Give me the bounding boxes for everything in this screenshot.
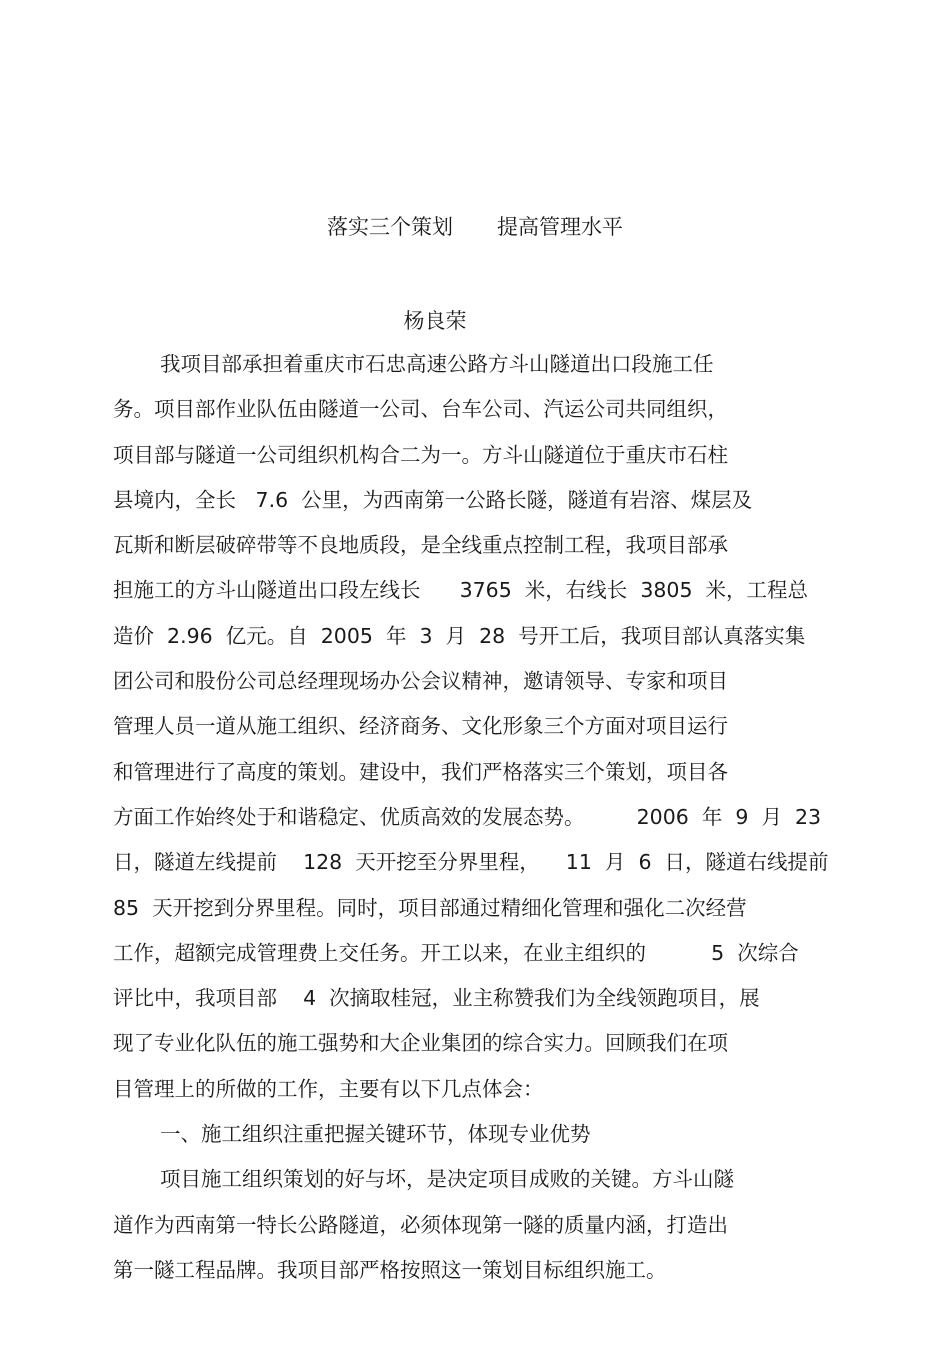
body-line: 85 天开挖到分界里程。同时，项目部通过精细化管理和强化二次经营 (113, 895, 747, 920)
body-text (113, 342, 873, 1293)
page-title (0, 212, 950, 242)
title-part-2: 提高管理水平 (497, 215, 623, 239)
body-line: 目管理上的所做的工作，主要有以下几点体会： (113, 1076, 544, 1101)
body-line: 道作为西南第一特长公路隧道，必须体现第一隧的质量内涵，打造出 (113, 1212, 728, 1237)
body-line: 造价 2.96 亿元。自 2005 年 3 月 28 号开工后，我项目部认真落实集 (113, 623, 806, 648)
body-line: 我项目部承担着重庆市石忠高速公路方斗山隧道出口段施工任 (160, 352, 714, 376)
body-line: 评比中，我项目部 4 次摘取桂冠，业主称赞我们为全线领跑项目，展 (113, 986, 760, 1011)
body-line: 县境内，全长 7.6 公里，为西南第一公路长隧，隧道有岩溶、煤层及 (113, 487, 753, 512)
body-line: 日，隧道左线提前 128 天开挖至分界里程， 11 月 6 日，隧道右线提前 (113, 850, 829, 875)
body-line: 瓦斯和断层破碎带等不良地质段，是全线重点控制工程，我项目部承 (113, 533, 728, 558)
body-line: 项目部与隧道一公司组织机构合二为一。方斗山隧道位于重庆市石柱 (113, 442, 728, 467)
body-line: 团公司和股份公司总经理现场办公会议精神，邀请领导、专家和项目 (113, 669, 728, 694)
body-line: 第一隧工程品牌。我项目部严格按照这一策划目标组织施工。 (113, 1257, 667, 1282)
body-line: 管理人员一道从施工组织、经济商务、文化形象三个方面对项目运行 (113, 714, 728, 739)
body-line: 务。项目部作业队伍由隧道一公司、台车公司、汽运公司共同组织， (113, 397, 728, 422)
body-line: 担施工的方斗山隧道出口段左线长 3765 米，右线长 3805 米，工程总 (113, 578, 809, 603)
title-part-1: 落实三个策划 (327, 215, 453, 239)
body-line: 项目施工组织策划的好与坏，是决定项目成败的关键。方斗山隧 (160, 1167, 734, 1192)
body-line: 方面工作始终处于和谐稳定、优质高效的发展态势。 2006 年 9 月 23 (113, 804, 822, 829)
body-line: 工作，超额完成管理费上交任务。开工以来，在业主组织的 5 次综合 (113, 940, 799, 965)
author-name: 杨良荣 (403, 309, 467, 333)
body-line: 和管理进行了高度的策划。建设中，我们严格落实三个策划，项目各 (113, 759, 728, 784)
body-line: 现了专业化队伍的施工强势和大企业集团的综合实力。回顾我们在项 (113, 1031, 728, 1056)
body-line: 一、施工组织注重把握关键环节，体现专业优势 (160, 1122, 591, 1147)
